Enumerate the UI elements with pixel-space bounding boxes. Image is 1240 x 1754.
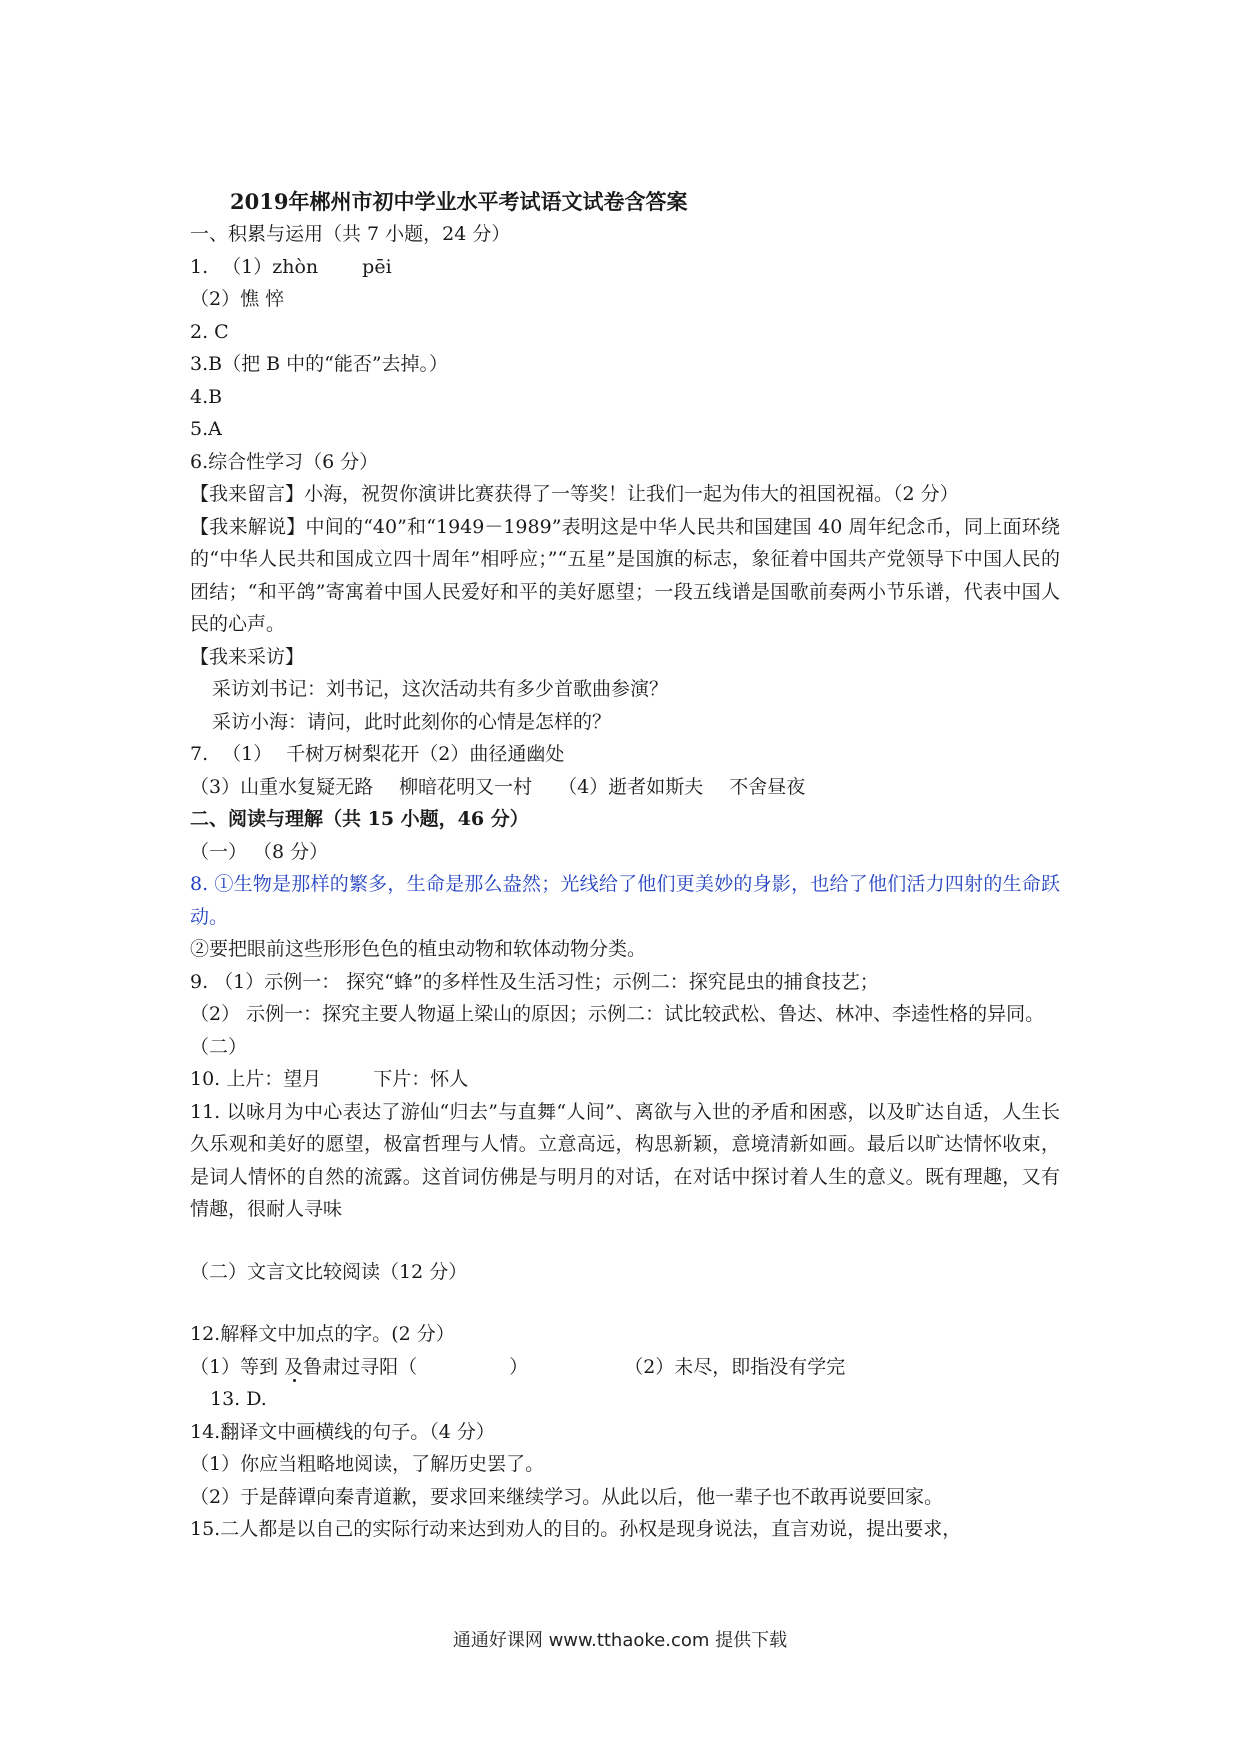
section-heading-1: 一、积累与运用（共 7 小题，24 分） (190, 223, 511, 245)
q1-pinyin-b: pēi (362, 255, 392, 278)
q7-poem-4b: 不舍昼夜 (729, 775, 806, 798)
q7-poem-3b: 柳暗花明又一村 (399, 775, 533, 798)
q7-poem-4a: （4）逝者如斯夫 (558, 775, 704, 798)
q1-label: （1） (222, 255, 273, 278)
q12-1-close: ） (509, 1355, 529, 1378)
answer-q9-2: （2） 示例一：探究主要人物逼上梁山的原因；示例二：试比较武松、鲁达、林冲、李逵性格的异同。 (190, 1003, 1045, 1025)
answer-q6-interview-1: 采访刘书记：刘书记，这次活动共有多少首歌曲参演？ (212, 678, 669, 700)
answer-q6-interview-2: 采访小海：请问，此时此刻你的心情是怎样的？ (212, 710, 612, 733)
answer-q5: 5.A (190, 418, 222, 440)
answer-body (190, 218, 1060, 1546)
answer-q4: 4.B (190, 385, 223, 408)
footer-source: 通通好课网 www.tthaoke.com 提供下载 (452, 1630, 788, 1651)
answer-q9-1: 9. （1）示例一： 探究“蜂”的多样性及生活习性；示例二：探究昆虫的捕食技艺； (190, 970, 879, 993)
answer-q6-interview: 【我来采访】 (190, 645, 305, 668)
answer-q3: 3.B（把 B 中的“能否”去掉。） (190, 353, 449, 375)
answer-q1-2: （2）憔 悴 (190, 288, 285, 310)
q7-label: （1） (222, 743, 273, 765)
answer-q6: 6.综合性学习（6 分） (190, 450, 379, 473)
answer-q12-items (190, 1351, 1060, 1384)
answer-q2: 2. C (190, 320, 229, 343)
q7-num: 7. (190, 743, 209, 765)
q10-upper: 10. 上片：望月 (190, 1068, 322, 1090)
answer-q7-2 (190, 771, 1060, 804)
q10-lower: 下片：怀人 (373, 1068, 469, 1090)
answer-q6-explain: 【我来解说】中间的“40”和“1949－1989”表明这是中华人民共和国建国 40 周年纪念币，同上面环绕的“中华人民共和国成立四十周年”相呼应；”“五星”是国旗的标志，象征着中国共产党领导下中国人民的团结；“和平鸽”寄寓着中国人民爱好和平的美好愿望；一段五线谱是国歌前奏两小节乐谱，代表中国人民的心声。 (190, 515, 1060, 635)
q12-2: （2）未尽，即指没有学完 (624, 1355, 846, 1378)
answer-q1-1 (190, 251, 1060, 284)
answer-q8-1: 8. ①生物是那样的繁多，生命是那么盎然；光线给了他们更美妙的身影，也给了他们活力四射的生命跃动。 (190, 873, 1060, 928)
q7-poem-3a: （3）山重水复疑无路 (190, 775, 374, 798)
answer-q8-2: ②要把眼前这些形形色色的植虫动物和软体动物分类。 (190, 938, 647, 960)
answer-q7-1 (190, 738, 1060, 771)
subsection-2: （二） (190, 1035, 248, 1058)
answer-q14-1: （1）你应当粗略地阅读，了解历史罢了。 (190, 1453, 545, 1475)
q7-poem-1: 千树万树梨花开（2）曲径通幽处 (286, 743, 565, 765)
answer-q10 (190, 1063, 1060, 1096)
q12-1-prefix: （1）等到 (190, 1355, 279, 1378)
answer-q15: 15.二人都是以自己的实际行动来达到劝人的目的。孙权是现身说法，直言劝说，提出要求， (190, 1518, 962, 1540)
subsection-1: （一） （8 分） (190, 840, 329, 863)
q12-1-sentence: 鲁肃过寻阳（ (303, 1355, 418, 1378)
answer-q14-2: （2）于是薛谭向秦青道歉，要求回来继续学习。从此以后，他一辈子也不敢再说要回家。 (190, 1485, 944, 1508)
q12-dotted-char: 及 (284, 1355, 304, 1378)
q1-num: 1. (190, 255, 209, 278)
q1-pinyin-a: zhòn (272, 255, 319, 278)
answer-q12: 12.解释文中加点的字。(2 分） (190, 1323, 455, 1345)
section-heading-2: 二、阅读与理解（共 15 小题，46 分） (190, 808, 529, 830)
answer-q14: 14.翻译文中画横线的句子。（4 分） (190, 1420, 495, 1443)
subsection-3: （二）文言文比较阅读（12 分） (190, 1260, 468, 1283)
page-title: 2019年郴州市初中学业水平考试语文试卷含答案 (230, 189, 688, 214)
answer-q6-message: 【我来留言】小海，祝贺你演讲比赛获得了一等奖！让我们一起为伟大的祖国祝福。（2 分） (190, 483, 959, 505)
answer-q11: 11. 以咏月为中心表达了游仙“归去”与直舞“人间”、离欲与入世的矛盾和困惑，以及旷达自适，人生长久乐观和美好的愿望，极富哲理与人情。立意高远，构思新颖，意境清新如画。最后以旷达情怀收束，是词人情怀的自然的流露。这首词仿佛是与明月的对话，在对话中探讨着人生的意义。既有理趣，又有情趣，很耐人寻味 (190, 1100, 1060, 1220)
answer-q13: 13. D. (210, 1388, 267, 1410)
